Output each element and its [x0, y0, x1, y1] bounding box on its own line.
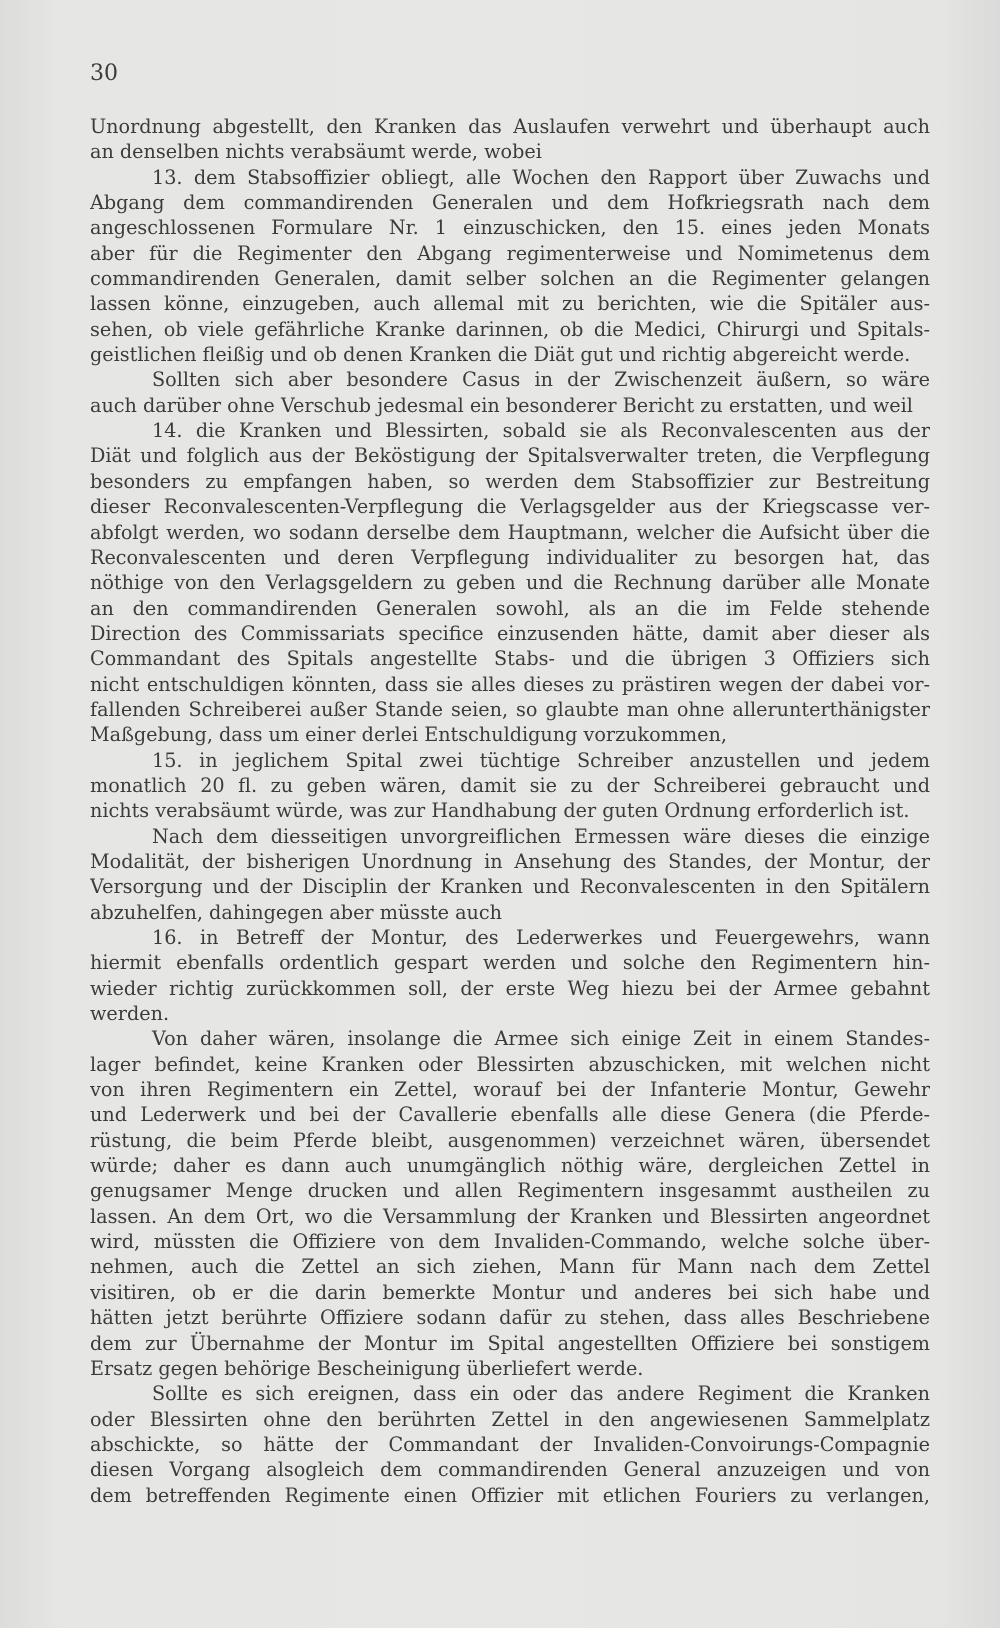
text-line: commandirenden Generalen, damit selber solchen an die Regimenter gelangen	[90, 267, 930, 291]
text-line: Unordnung abgestellt, den Kranken das Auslaufen verwehrt und überhaupt auch	[90, 115, 930, 138]
text-line: dieser Reconvalescenten-Verpflegung die Verlagsgelder aus der Kriegscasse ver-	[90, 495, 930, 519]
text-line: wird, müssten die Offiziere von dem Invaliden-Commando, welche solche über-	[90, 1230, 930, 1254]
text-line: oder Blessirten ohne den berührten Zettel in den angewiesenen Sammelplatz	[90, 1407, 930, 1431]
text-line: lassen könne, einzugeben, auch allemal mit zu berichten, wie die Spitäler aus-	[90, 292, 930, 316]
text-line: abzuhelfen, dahingegen aber müsste auch	[90, 900, 503, 924]
text-line: fallenden Schreiberei außer Stande seien, so glaubte man ohne allerunterthänigster	[90, 697, 930, 721]
text-line: Diät und folglich aus der Beköstigung der Spitalsverwalter treten, die Verpflegung	[90, 444, 930, 468]
text-line: Reconvalescenten und deren Verpflegung individualiter zu besorgen hat, das	[90, 545, 930, 569]
text-line: dem zur Übernahme der Montur im Spital angestellten Offiziere bei sonstigem	[90, 1331, 930, 1355]
text-line: geistlichen fleißig und ob denen Kranken die Diät gut und richtig abgereicht werde.	[90, 343, 911, 367]
text-line: abschickte, so hätte der Commandant der Invaliden-Convoirungs-Compagnie	[90, 1432, 930, 1456]
text-line: hiermit ebenfalls ordentlich gespart werden und solche den Regimentern hin-	[90, 951, 930, 975]
text-line: nöthige von den Verlagsgeldern zu geben und die Rechnung darüber alle Monate	[90, 571, 930, 595]
text-line: visitiren, ob er die darin bemerkte Montur und anderes bei sich habe und	[90, 1280, 930, 1304]
text-line: aber für die Regimenter den Abgang regimenterweise und Nomimetenus dem	[90, 241, 930, 265]
text-line: lager befindet, keine Kranken oder Blessirten abzuschicken, mit welchen nicht	[90, 1052, 930, 1076]
text-line: rüstung, die beim Pferde bleibt, ausgenommen) verzeichnet wären, übersendet	[90, 1128, 930, 1152]
text-line: nichts verabsäumt würde, was zur Handhabung der guten Ordnung erforderlich ist.	[90, 799, 910, 823]
text-line: an denselben nichts verabsäumt werde, wobei	[90, 140, 542, 164]
text-line: hätten jetzt berührte Offiziere sodann dafür zu stehen, dass alles Beschriebene	[90, 1306, 930, 1330]
text-line: Sollten sich aber besondere Casus in der Zwischenzeit äußern, so wäre	[152, 368, 930, 392]
text-line: 13. dem Stabsoffizier obliegt, alle Wochen den Rapport über Zuwachs und	[152, 165, 930, 189]
text-line: werden.	[90, 1002, 170, 1026]
page-number: 30	[90, 61, 118, 86]
text-line: nicht entschuldigen könnten, dass sie alles dieses zu prästiren wegen der dabei vor-	[90, 672, 930, 696]
text-line: abfolgt werden, wo sodann derselbe dem Hauptmann, welcher die Aufsicht über die	[90, 520, 930, 544]
text-line: an den commandirenden Generalen sowohl, als an die im Felde stehende	[90, 596, 930, 620]
text-line: monatlich 20 fl. zu geben wären, damit sie zu der Schreiberei gebraucht und	[90, 773, 930, 797]
text-line: und Lederwerk und bei der Cavallerie ebenfalls alle diese Genera (die Pferde-	[90, 1103, 930, 1127]
text-line: Nach dem diesseitigen unvorgreiflichen Ermessen wäre dieses die einzige	[152, 824, 930, 848]
text-line: angeschlossenen Formulare Nr. 1 einzuschicken, den 15. eines jeden Monats	[90, 216, 930, 240]
text-line: würde; daher es dann auch unumgänglich nöthig wäre, dergleichen Zettel in	[90, 1154, 930, 1178]
text-line: Sollte es sich ereignen, dass ein oder das andere Regiment die Kranken	[152, 1382, 930, 1406]
text-line: Ersatz gegen behörige Bescheinigung überliefert werde.	[90, 1356, 644, 1380]
text-line: besonders zu empfangen haben, so werden dem Stabsoffizier zur Bestreitung	[90, 469, 930, 493]
text-line: diesen Vorgang alsogleich dem commandirenden General anzuzeigen und von	[90, 1458, 930, 1482]
text-line: wieder richtig zurückkommen soll, der erste Weg hiezu bei der Armee gebahnt	[90, 976, 930, 1000]
text-line: lassen. An dem Ort, wo die Versammlung der Kranken und Blessirten angeordnet	[90, 1204, 930, 1228]
text-line: Versorgung und der Disciplin der Kranken und Reconvalescenten in den Spitälern	[90, 875, 930, 899]
text-line: 16. in Betreff der Montur, des Lederwerkes und Feuergewehrs, wann	[152, 926, 930, 949]
text-line: sehen, ob viele gefährliche Kranke darinnen, ob die Medici, Chirurgi und Spitals-	[90, 317, 930, 341]
text-line: Von daher wären, insolange die Armee sich einige Zeit in einem Standes-	[152, 1027, 930, 1051]
text-line: von ihren Regimentern ein Zettel, worauf bei der Infanterie Montur, Gewehr	[90, 1078, 930, 1102]
text-line: Direction des Commissariats specifice einzusenden hätte, damit aber dieser als	[90, 621, 930, 645]
text-line: nehmen, auch die Zettel an sich ziehen, Mann für Mann nach dem Zettel	[90, 1255, 930, 1279]
body-text	[90, 114, 930, 1508]
text-line: 14. die Kranken und Blessirten, sobald sie als Reconvalescenten aus der	[152, 419, 930, 443]
text-line: auch darüber ohne Verschub jedesmal ein besonderer Bericht zu erstatten, und weil	[90, 393, 913, 417]
text-line: Abgang dem commandirenden Generalen und dem Hofkriegsrath nach dem	[90, 191, 930, 215]
text-line: genugsamer Menge drucken und allen Regimentern insgesammt austheilen zu	[90, 1179, 930, 1203]
text-line: dem betreffenden Regimente einen Offizier mit etlichen Fouriers zu verlangen,	[90, 1483, 930, 1507]
text-line: Modalität, der bisherigen Unordnung in Ansehung des Standes, der Montur, der	[90, 849, 930, 873]
text-line: Commandant des Spitals angestellte Stabs- und die übrigen 3 Offiziers sich	[90, 647, 930, 671]
text-line: Maßgebung, dass um einer derlei Entschuldigung vorzukommen,	[90, 723, 727, 747]
text-line: 15. in jeglichem Spital zwei tüchtige Schreiber anzustellen und jedem	[152, 748, 930, 772]
